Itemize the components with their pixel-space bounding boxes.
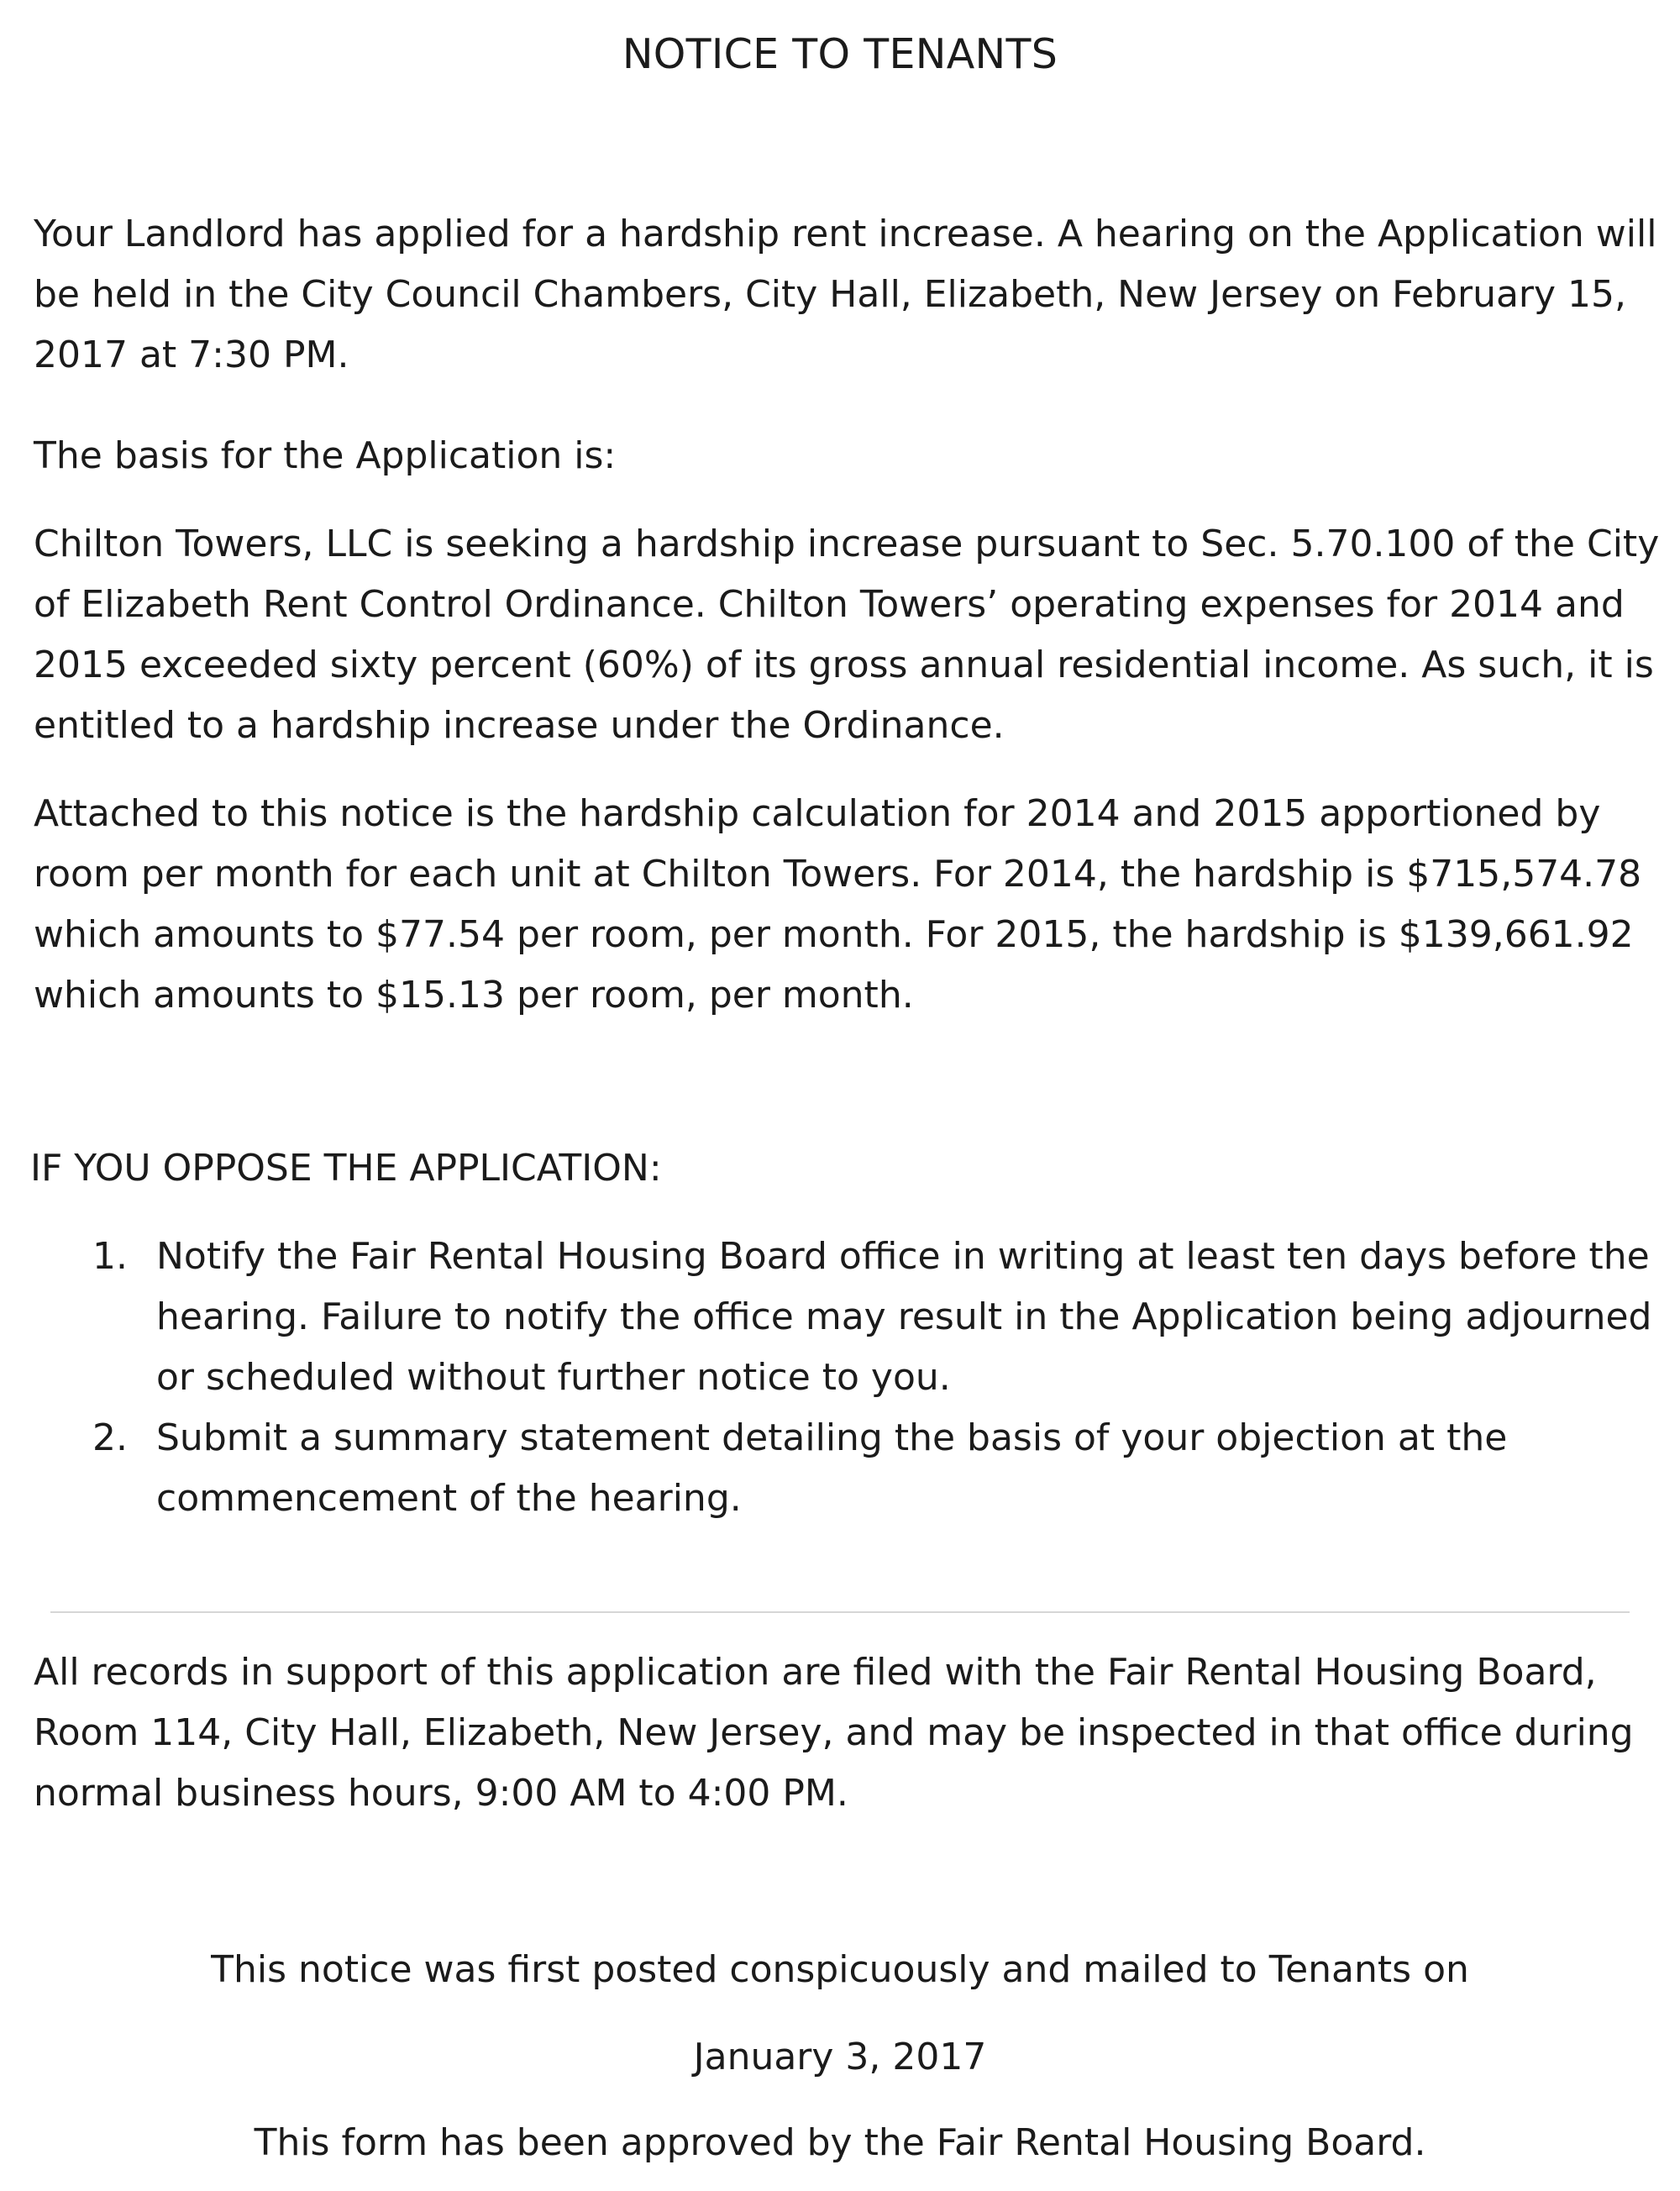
- step-text: Submit a summary statement detailing the basis of your objection at the commencement of the hearing.: [156, 1416, 1508, 1520]
- notice-title: NOTICE TO TENANTS: [622, 30, 1058, 78]
- oppose-heading: IF YOU OPPOSE THE APPLICATION:: [30, 1147, 662, 1190]
- records-paragraph: All records in support of this application are filed with the Fair Rental Housing Board, Room 114, City Hall, Elizabeth, New Jersey, and may be inspected in that office during normal business hours, 9:00 AM to 4:00 PM.: [34, 1651, 1634, 1815]
- hearing-intro-paragraph: Your Landlord has applied for a hardship rent increase. A hearing on the Application will be held in the City Council Chambers, City Hall, Elizabeth, New Jersey on February 15, 2017 at 7:30 PM.: [34, 213, 1657, 376]
- posted-line: This notice was first posted conspicuously and mailed to Tenants on: [211, 1948, 1469, 1991]
- list-item: [92, 1227, 1672, 1408]
- oppose-steps-list: [92, 1227, 1672, 1529]
- step-number: 2.: [92, 1416, 128, 1459]
- posted-date: January 3, 2017: [693, 2036, 987, 2078]
- step-number: 1.: [92, 1235, 128, 1278]
- list-item: [92, 1408, 1672, 1529]
- basis-paragraph-ordinance: Chilton Towers, LLC is seeking a hardship increase pursuant to Sec. 5.70.100 of the City of Elizabeth Rent Control Ordinance. Chilton Towers’ operating expenses for 2014 and 2015 exceeded sixty percent (60%) of its gross annual residential income. As such, it is entitled to a hardship increase under the Ordinance.: [34, 523, 1660, 747]
- step-text: Notify the Fair Rental Housing Board office in writing at least ten days before the hearing. Failure to notify the office may result in the Application being adjourned or scheduled without further notice to you.: [156, 1235, 1652, 1399]
- scan-fold-line: [50, 1611, 1630, 1613]
- approval-line: This form has been approved by the Fair Rental Housing Board.: [254, 2121, 1426, 2164]
- basis-heading: The basis for the Application is:: [34, 434, 617, 477]
- basis-paragraph-calculation: Attached to this notice is the hardship calculation for 2014 and 2015 apportioned by room per month for each unit at Chilton Towers. For 2014, the hardship is $715,574.78 which amounts to $77.54 per room, per month. For 2015, the hardship is $139,661.92 which amounts to $15.13 per room, per month.: [34, 792, 1642, 1017]
